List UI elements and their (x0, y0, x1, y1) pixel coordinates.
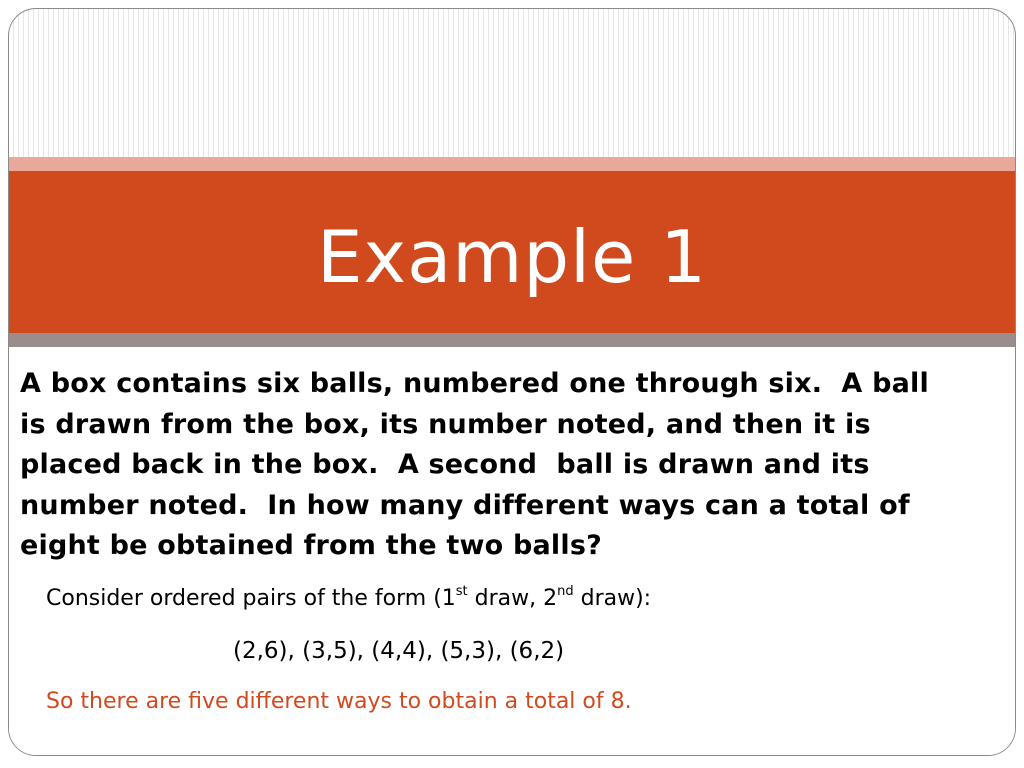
ordered-pairs-list: (2,6), (3,5), (4,4), (5,3), (6,2) (233, 638, 565, 664)
decorative-top-strip (9, 157, 1015, 171)
superscript-nd: nd (557, 584, 574, 599)
superscript-st: st (455, 584, 468, 599)
decorative-bottom-strip (9, 333, 1015, 347)
consider-text (46, 586, 651, 611)
title-band (9, 171, 1015, 333)
slide-title: Example 1 (316, 215, 708, 299)
consider-middle: draw, 2 (467, 586, 558, 611)
problem-line: is drawn from the box, its number noted, and then it is (20, 408, 871, 440)
problem-statement (20, 364, 1020, 567)
answer-text: So there are five different ways to obtain a total of 8. (46, 689, 632, 714)
problem-line: eight be obtained from the two balls? (20, 530, 602, 561)
consider-prefix: Consider ordered pairs of the form (1 (46, 586, 456, 611)
consider-suffix: draw): (573, 586, 652, 611)
problem-line: placed back in the box. A second ball is drawn and its (20, 449, 870, 480)
problem-line: A box contains six balls, numbered one through six. A ball (20, 368, 929, 399)
problem-line: number noted. In how many different ways can a total of (20, 489, 910, 521)
